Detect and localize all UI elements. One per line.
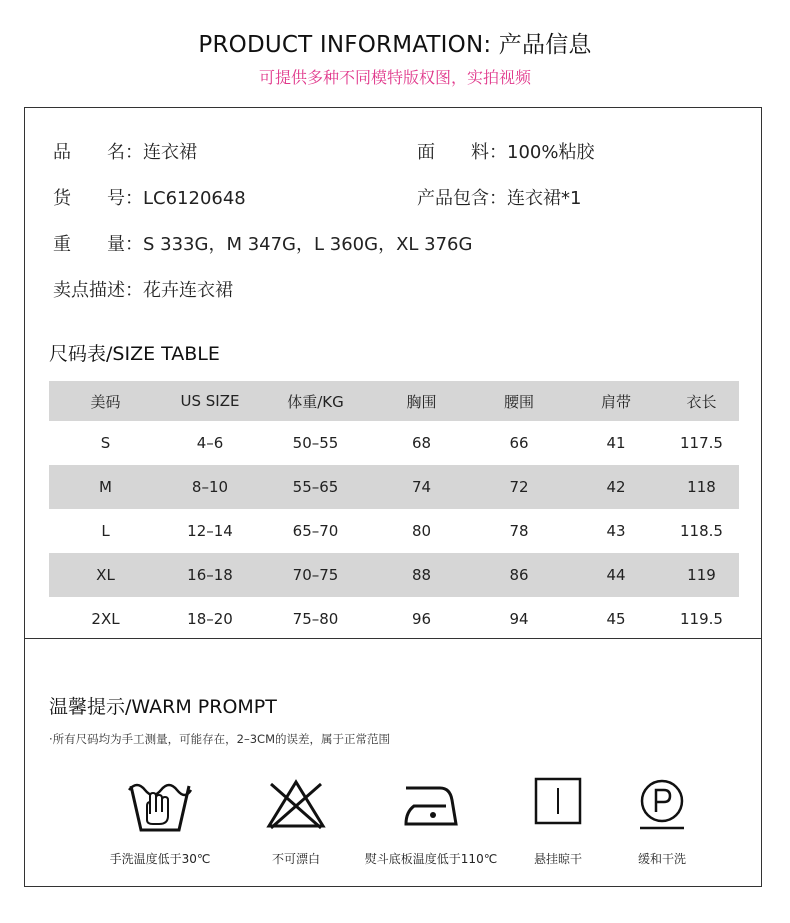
table-cell: 72 (470, 465, 568, 509)
info-package-label: 产品包含： (417, 188, 507, 209)
column-header: US SIZE (162, 381, 258, 421)
info-weight-label: 重 量： (53, 234, 143, 255)
info-sku-value: LC6120648 (143, 188, 246, 209)
table-cell: 88 (373, 553, 470, 597)
table-cell: 4–6 (196, 434, 224, 452)
table-cell: 16–18 (162, 553, 258, 597)
info-selling-point (53, 276, 233, 302)
table-cell: 96 (411, 610, 432, 628)
column-header: 体重/KG (258, 381, 373, 421)
info-package (417, 184, 581, 210)
table-cell: 44 (568, 553, 664, 597)
dry-clean-p-icon (636, 776, 688, 832)
info-sku (53, 184, 246, 210)
care-item-dry-clean (592, 776, 732, 867)
table-cell: 118.5 (680, 522, 723, 540)
info-weight (53, 230, 472, 256)
table-cell: 78 (509, 522, 529, 540)
table-cell: 18–20 (187, 610, 233, 628)
info-package-value: 连衣裙*1 (507, 188, 582, 209)
care-label: 手洗温度低于30℃ (109, 852, 211, 866)
info-name-label: 品 名： (53, 142, 143, 163)
care-label: 不可漂白 (271, 852, 320, 866)
care-label: 缓和干洗 (637, 852, 686, 866)
table-cell: 43 (606, 522, 626, 540)
table-row (49, 597, 739, 641)
care-item-iron (361, 776, 501, 867)
iron-icon (400, 776, 462, 832)
page-title: PRODUCT INFORMATION: 产品信息 (198, 32, 592, 58)
table-cell: 66 (509, 434, 529, 452)
care-label: 悬挂晾干 (533, 852, 582, 866)
table-cell: 2XL (91, 610, 120, 628)
care-item-no-bleach (226, 776, 366, 867)
section-divider (25, 638, 761, 639)
table-cell: 41 (606, 434, 626, 452)
column-header: 美码 (49, 381, 162, 421)
table-cell: 75–80 (292, 610, 339, 628)
table-cell: 94 (509, 610, 529, 628)
info-fabric-label: 面 料： (417, 142, 507, 163)
table-cell: 118 (664, 465, 739, 509)
table-cell: M (49, 465, 162, 509)
table-cell: 117.5 (680, 434, 723, 452)
table-cell: 74 (373, 465, 470, 509)
info-selling-label: 卖点描述： (53, 280, 143, 301)
warm-prompt-heading: 温馨提示/WARM PROMPT (49, 696, 277, 718)
size-table (49, 381, 739, 641)
table-cell: 50–55 (292, 434, 339, 452)
info-fabric (417, 138, 594, 164)
table-cell: 8–10 (162, 465, 258, 509)
table-cell: 80 (411, 522, 432, 540)
table-cell: 45 (606, 610, 626, 628)
info-name-value: 连衣裙 (143, 142, 197, 163)
care-label: 熨斗底板温度低于110℃ (364, 852, 498, 866)
info-sku-label: 货 号： (53, 188, 143, 209)
size-table-header-row (49, 381, 739, 421)
size-table-heading: 尺码表/SIZE TABLE (49, 343, 220, 365)
no-bleach-icon (265, 776, 327, 832)
table-cell: 65–70 (292, 522, 339, 540)
table-cell: XL (49, 553, 162, 597)
line-dry-icon (533, 776, 583, 826)
table-cell: 70–75 (258, 553, 373, 597)
table-cell: 55–65 (258, 465, 373, 509)
table-cell: 86 (470, 553, 568, 597)
table-row (49, 465, 739, 509)
info-selling-value: 花卉连衣裙 (143, 280, 233, 301)
care-item-hand-wash (90, 776, 230, 867)
table-cell: 68 (411, 434, 432, 452)
info-name (53, 138, 197, 164)
table-cell: 12–14 (187, 522, 233, 540)
table-cell: 119 (664, 553, 739, 597)
hand-wash-icon (125, 776, 195, 838)
column-header: 肩带 (568, 381, 664, 421)
warm-prompt-note: ·所有尺码均为手工测量，可能存在，2–3CM的误差，属于正常范围 (49, 732, 390, 746)
table-row (49, 509, 739, 553)
info-weight-value: S 333G，M 347G，L 360G，XL 376G (143, 234, 473, 255)
table-cell: 119.5 (680, 610, 723, 628)
table-row (49, 553, 739, 597)
column-header: 胸围 (373, 381, 470, 421)
page-subtitle: 可提供多种不同模特版权图，实拍视频 (258, 68, 531, 87)
info-fabric-value: 100%粘胶 (507, 142, 595, 163)
table-cell: L (101, 522, 110, 540)
table-row (49, 421, 739, 465)
table-cell: S (100, 434, 111, 452)
column-header: 腰围 (470, 381, 568, 421)
product-info-frame (24, 107, 762, 887)
table-cell: 42 (568, 465, 664, 509)
column-header: 衣长 (664, 381, 739, 421)
